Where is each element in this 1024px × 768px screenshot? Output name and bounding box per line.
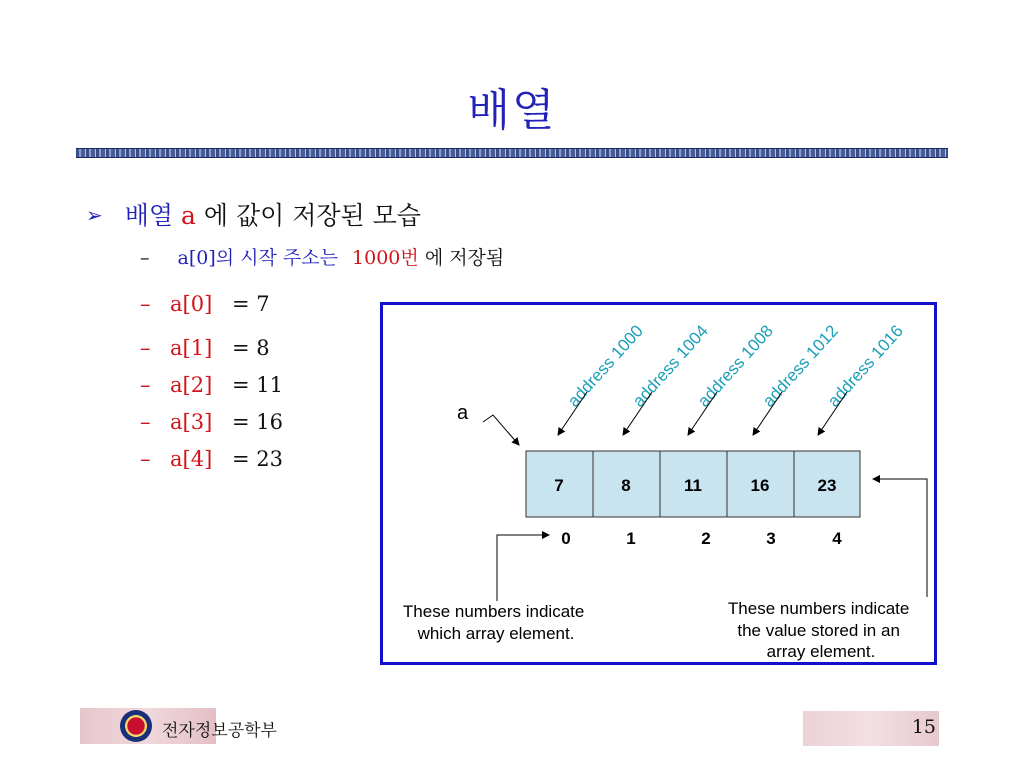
list-dash: –: [140, 410, 151, 434]
element-value: = 8: [232, 336, 270, 360]
index-note-line-1: These numbers indicate: [402, 602, 585, 621]
university-seal-icon: [120, 710, 152, 742]
sub-bullet-address: [140, 243, 504, 270]
main-bullet: [86, 196, 421, 232]
element-label: a[4]: [170, 447, 213, 471]
sub-text-3: 에 저장됨: [424, 247, 505, 269]
element-value: = 7: [232, 292, 270, 316]
bullet-prefix: 배열: [124, 201, 174, 230]
address-label-4: address 1016: [823, 321, 907, 411]
index-3: 3: [766, 529, 776, 548]
slide-title: 배열: [467, 85, 557, 136]
element-label: a[0]: [170, 292, 213, 316]
list-dash: –: [140, 292, 151, 316]
index-4: 4: [832, 529, 842, 548]
cell-value-0: 7: [554, 476, 564, 495]
svg-text:These numbers indicate w: [403, 602, 589, 643]
address-label-2: address 1008: [693, 321, 777, 411]
title-divider: [76, 148, 948, 158]
element-label: a[2]: [170, 373, 213, 397]
variable-name: a: [457, 402, 469, 424]
department-name: 전자정보공학부: [162, 721, 277, 741]
list-item: [140, 336, 270, 360]
variable-pointer: [483, 415, 519, 445]
element-label: a[1]: [170, 336, 213, 360]
sub-text-2: 1000번: [352, 247, 419, 269]
list-item: [140, 292, 270, 316]
list-item: [140, 447, 283, 471]
index-note-line-2: which array element.: [417, 624, 575, 643]
bullet-rest: 에 값이 저장된 모습: [203, 201, 421, 230]
cell-value-1: 8: [621, 476, 631, 495]
list-item: [140, 373, 283, 397]
value-note-line-3: array element.: [766, 642, 876, 661]
bullet-arrow-icon: ➢: [86, 203, 103, 227]
array-diagram: [380, 302, 937, 665]
element-label: a[3]: [170, 410, 213, 434]
value-note-line-1: These numbers indicate: [727, 599, 910, 618]
address-label-0: address 1000: [563, 321, 647, 411]
array-cells: [526, 451, 860, 517]
address-label-1: address 1004: [628, 321, 712, 411]
element-value: = 23: [232, 447, 283, 471]
value-note-line-2: the value stored in an: [737, 621, 900, 640]
cell-value-3: 16: [750, 476, 770, 495]
list-dash: –: [140, 447, 151, 471]
page-number: 15: [911, 716, 936, 738]
sub-dash: –: [140, 247, 150, 269]
value-callout-arrow: [873, 479, 927, 597]
address-label-3: address 1012: [758, 321, 842, 411]
index-2: 2: [701, 529, 711, 548]
list-dash: –: [140, 373, 151, 397]
cell-value-4: 23: [817, 476, 837, 495]
sub-text-1: a[0]의 시작 주소는: [177, 247, 338, 269]
index-callout-arrow: [497, 535, 549, 601]
element-value: = 11: [232, 373, 283, 397]
bullet-var: a: [180, 201, 196, 230]
index-1: 1: [626, 529, 636, 548]
list-dash: –: [140, 336, 151, 360]
list-item: [140, 410, 283, 434]
cell-value-2: 11: [684, 476, 702, 495]
element-value: = 16: [232, 410, 283, 434]
svg-text:These numbers indicate t: [728, 599, 914, 661]
index-0: 0: [561, 529, 571, 548]
